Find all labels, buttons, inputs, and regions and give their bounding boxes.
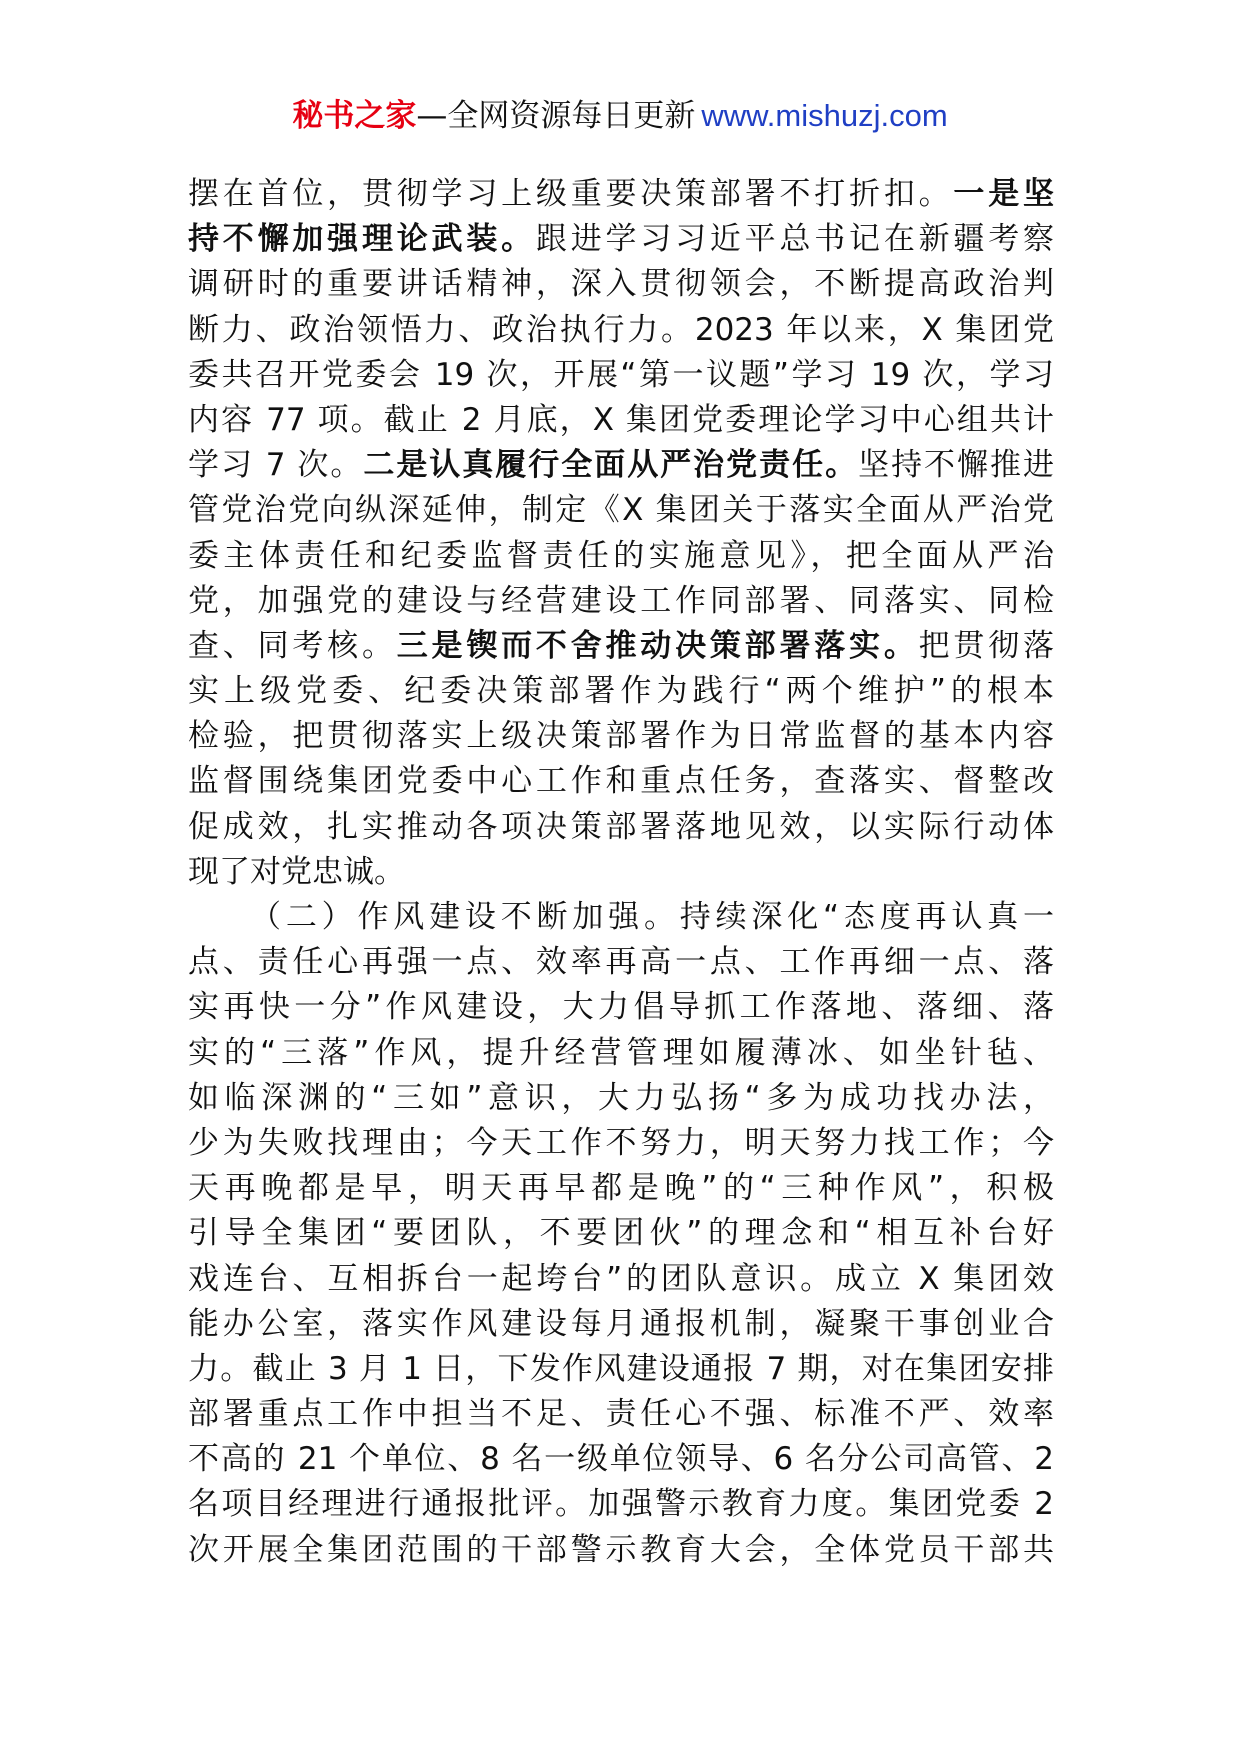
body-text-segment: 检验，把贯彻落实上级决策部署作为日常监督的基本内容: [188, 718, 1054, 755]
body-text-segment: 监督围绕集团党委中心工作和重点任务，查落实、督整改: [188, 763, 1054, 800]
body-text-segment: 少为失败找理由；今天工作不努力，明天努力找工作；今: [188, 1124, 1054, 1161]
body-text-segment: 次开展全集团范围的干部警示教育大会，全体党员干部共: [188, 1531, 1054, 1568]
text-line: [188, 1347, 1054, 1392]
body-text-segment: 如临深渊的“三如”意识，大力弘扬“多为成功找办法，: [188, 1079, 1054, 1116]
text-line: [188, 759, 1054, 804]
brand-name: 秘书之家: [292, 98, 417, 134]
body-text-segment: 委共召开党委会 19 次，开展“第一议题”学习 19 次，学习: [188, 356, 1054, 393]
body-text-segment: 实再快一分”作风建设，大力倡导抓工作落地、落细、落: [188, 989, 1054, 1026]
body-text-segment: 坚持不懈推进: [858, 447, 1055, 484]
body-text-segment: 把贯彻落: [918, 627, 1054, 664]
bold-heading-text: 二是认真履行全面从严治党责任。: [363, 447, 859, 484]
body-text-segment: 管党治党向纵深延伸，制定《X 集团关于落实全面从严治党: [188, 492, 1054, 529]
body-text-segment: 部署重点工作中担当不足、责任心不强、标准不严、效率: [188, 1396, 1054, 1433]
text-line: [188, 488, 1054, 533]
body-text-segment: 点、责任心再强一点、效率再高一点、工作再细一点、落: [188, 944, 1054, 981]
text-line: [188, 1257, 1054, 1302]
site-watermark-header: [0, 96, 1240, 136]
body-text-segment: 现了对党忠诚。: [188, 853, 405, 890]
text-line: [188, 1302, 1054, 1347]
body-text-segment: 名项目经理进行通报批评。加强警示教育力度。集团党委 2: [188, 1486, 1054, 1523]
text-line: [188, 1482, 1054, 1527]
body-text-segment: 党，加强党的建设与经营建设工作同部署、同落实、同检: [188, 582, 1054, 619]
document-body: [188, 172, 1054, 1573]
body-text-segment: 能办公室，落实作风建设每月通报机制，凝聚干事创业合: [188, 1305, 1054, 1342]
body-text-segment: 委主体责任和纪委监督责任的实施意见》，把全面从严治: [188, 537, 1054, 574]
bold-heading-text: 一是坚: [953, 176, 1055, 212]
text-line: [188, 850, 1054, 895]
text-line: [188, 579, 1054, 624]
body-text-segment: 断力、政治领悟力、政治执行力。2023 年以来，X 集团党: [188, 311, 1054, 348]
body-text-segment: 跟进学习习近平总书记在新疆考察: [535, 221, 1055, 258]
text-line: [188, 1076, 1054, 1121]
body-text-segment: （二）作风建设不断加强。持续深化“态度再认真一: [250, 899, 1054, 935]
text-line: [188, 1392, 1054, 1437]
text-line: [188, 1211, 1054, 1256]
text-line: [188, 443, 1054, 488]
text-line: [188, 805, 1054, 850]
body-text-segment: 力。截止 3 月 1 日，下发作风建设通报 7 期，对在集团安排: [188, 1350, 1054, 1387]
body-text-segment: 实的“三落”作风，提升经营管理如履薄冰、如坐针毡、: [188, 1034, 1054, 1071]
text-line: [188, 308, 1054, 353]
text-line: [188, 940, 1054, 985]
text-line: [188, 714, 1054, 759]
text-line: [188, 624, 1054, 669]
text-line: [188, 398, 1054, 443]
body-text-segment: 引导全集团“要团队，不要团伙”的理念和“相互补台好: [188, 1215, 1054, 1252]
text-line: [188, 1528, 1054, 1573]
site-url: www.mishuzj.com: [701, 98, 948, 133]
body-text-segment: 摆在首位，贯彻学习上级重要决策部署不打折扣。: [188, 176, 954, 212]
body-text-segment: 调研时的重要讲话精神，深入贯彻领会，不断提高政治判: [188, 266, 1054, 303]
text-line: [188, 985, 1054, 1030]
bold-heading-text: 持不懈加强理论武装。: [188, 221, 536, 258]
text-line: [188, 262, 1054, 307]
text-line: [188, 1166, 1054, 1211]
brand-tagline: —全网资源每日更新: [416, 98, 696, 134]
body-text-segment: 学习 7 次。: [188, 447, 364, 484]
text-line: [188, 1121, 1054, 1166]
body-text-segment: 不高的 21 个单位、8 名一级单位领导、6 名分公司高管、2: [188, 1441, 1054, 1478]
body-text-segment: 天再晚都是早，明天再早都是晚”的“三种作风”，积极: [188, 1170, 1054, 1207]
body-text-segment: 促成效，扎实推动各项决策部署落地见效，以实际行动体: [188, 808, 1054, 845]
bold-heading-text: 三是锲而不舍推动决策部署落实。: [396, 627, 919, 664]
text-line: [188, 669, 1054, 714]
text-line: [188, 217, 1054, 262]
body-text-segment: 戏连台、互相拆台一起垮台”的团队意识。成立 X 集团效: [188, 1260, 1054, 1297]
text-line: [188, 353, 1054, 398]
body-text-segment: 查、同考核。: [188, 627, 397, 664]
text-line: [188, 534, 1054, 579]
text-line: [188, 1437, 1054, 1482]
text-line: [188, 172, 1054, 217]
body-text-segment: 内容 77 项。截止 2 月底，X 集团党委理论学习中心组共计: [188, 401, 1054, 438]
text-line: [188, 895, 1054, 940]
body-text-segment: 实上级党委、纪委决策部署作为践行“两个维护”的根本: [188, 673, 1054, 710]
text-line: [188, 1031, 1054, 1076]
